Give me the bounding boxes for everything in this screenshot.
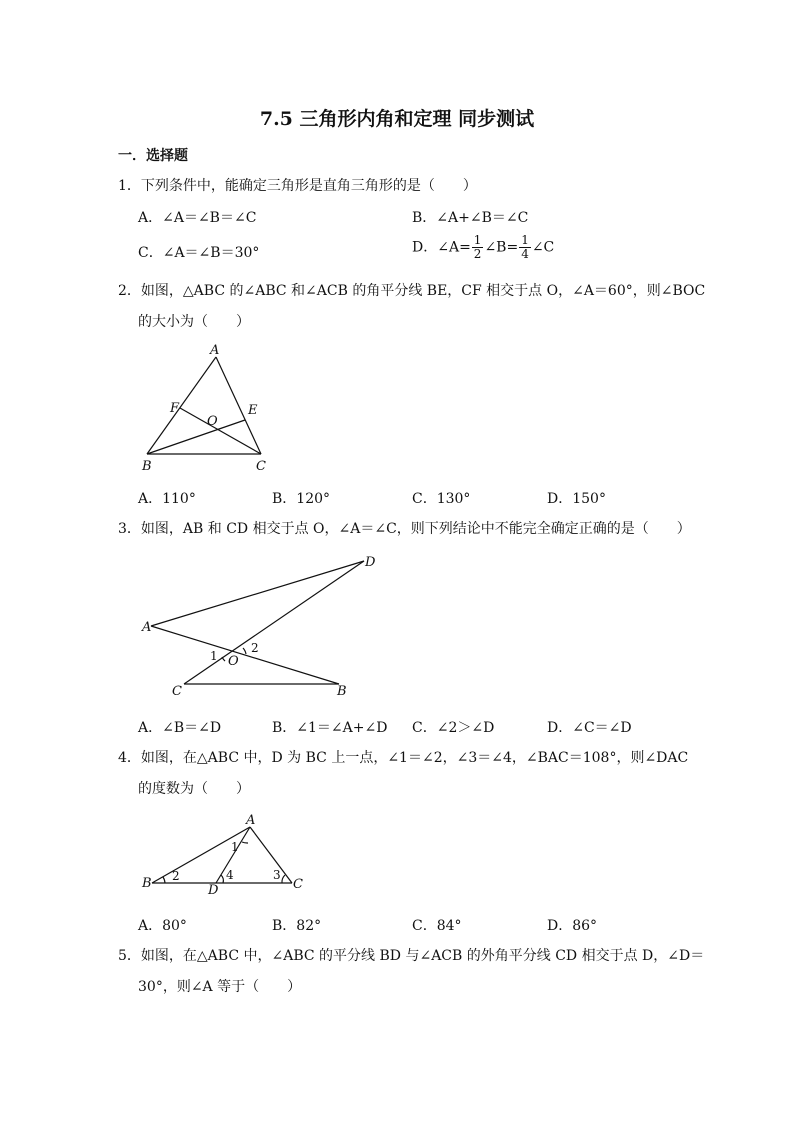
question-2-stem-line1: 2．如图，△ABC 的∠ABC 和∠ACB 的角平分线 BE，CF 相交于点 O，∠A＝60°，则∠BOC xyxy=(118,283,706,299)
angle-label-1: 1 xyxy=(210,649,218,663)
question-1-option-b: B．∠A+∠B＝∠C xyxy=(412,210,529,226)
question-1-option-c: C．∠A＝∠B＝30° xyxy=(138,245,260,261)
question-2-figure xyxy=(130,340,290,478)
question-2-option-a: A．110° xyxy=(138,491,196,507)
section-heading: 一．选择题 xyxy=(118,148,188,164)
label-a: A xyxy=(142,620,152,635)
question-1-option-d xyxy=(412,234,554,261)
fraction-numerator: 1 xyxy=(473,233,482,247)
option-d-middle: ∠B= xyxy=(484,239,519,256)
angle-arc-2 xyxy=(243,648,246,654)
fraction-numerator: 1 xyxy=(521,233,529,247)
question-4-option-c: C．84° xyxy=(412,918,462,934)
label-d: D xyxy=(208,883,219,898)
angle-label-3: 3 xyxy=(273,868,281,882)
question-2-stem-line2: 的大小为（ ） xyxy=(138,314,250,330)
question-2-option-d: D．150° xyxy=(547,491,606,507)
question-4-stem-line2: 的度数为（ ） xyxy=(138,781,250,797)
label-a: A xyxy=(246,813,256,828)
question-4-stem-line1: 4．如图，在△ABC 中，D 为 BC 上一点，∠1＝∠2，∠3＝∠4，∠BAC＝108°，则∠DAC xyxy=(118,750,689,766)
question-3-option-c: C．∠2＞∠D xyxy=(412,720,495,736)
question-3-option-b: B．∠1＝∠A+∠D xyxy=(272,720,388,736)
angle-arc-1 xyxy=(242,842,248,843)
page-title: 7.5 三角形内角和定理 同步测试 xyxy=(259,108,535,130)
triangle-side-ac xyxy=(250,827,292,883)
label-o: O xyxy=(228,654,239,669)
option-d-prefix: D．∠A= xyxy=(412,239,471,256)
question-3-option-a: A．∠B＝∠D xyxy=(138,720,222,736)
question-5-stem-line1: 5．如图，在△ABC 中，∠ABC 的平分线 BD 与∠ACB 的外角平分线 CD 相交于点 D，∠D＝ xyxy=(118,948,705,964)
question-4-option-a: A．80° xyxy=(138,918,187,934)
triangle-side-ab xyxy=(147,357,216,454)
label-d: D xyxy=(365,555,376,570)
angle-label-4: 4 xyxy=(226,868,234,882)
question-4-option-d: D．86° xyxy=(547,918,598,934)
label-a: A xyxy=(210,343,220,358)
segment-dc xyxy=(184,561,364,684)
option-d-suffix: ∠C xyxy=(531,239,555,256)
angle-label-2: 2 xyxy=(251,641,259,655)
label-e: E xyxy=(248,403,258,418)
question-4-figure xyxy=(130,812,320,898)
angle-arc-2 xyxy=(163,877,165,883)
question-3-figure xyxy=(130,550,390,702)
fraction-one-half xyxy=(472,234,484,261)
segment-ab xyxy=(151,626,339,684)
question-1-stem: 1．下列条件中，能确定三角形是直角三角形的是（ ） xyxy=(118,178,477,194)
label-f: F xyxy=(170,401,180,416)
angle-arc-4 xyxy=(221,875,223,883)
question-1-option-a: A．∠A＝∠B＝∠C xyxy=(138,210,257,226)
angle-label-1: 1 xyxy=(231,840,239,854)
fraction-one-quarter xyxy=(519,234,531,261)
label-o: O xyxy=(207,414,218,429)
label-b: B xyxy=(142,459,152,474)
segment-ad xyxy=(151,561,364,626)
label-b: B xyxy=(337,684,347,699)
triangle-side-ab xyxy=(152,827,250,883)
angle-label-2: 2 xyxy=(172,869,180,883)
label-c: C xyxy=(293,877,303,892)
fraction-denominator: 4 xyxy=(521,247,529,261)
question-5-stem-line2: 30°，则∠A 等于（ ） xyxy=(138,979,302,995)
label-c: C xyxy=(172,684,182,699)
question-3-option-d: D．∠C＝∠D xyxy=(547,720,632,736)
label-c: C xyxy=(256,459,266,474)
question-3-stem: 3．如图，AB 和 CD 相交于点 O，∠A＝∠C，则下列结论中不能完全确定正确的是（ ） xyxy=(118,521,691,537)
question-2-option-c: C．130° xyxy=(412,491,471,507)
label-b: B xyxy=(142,876,152,891)
question-2-option-b: B．120° xyxy=(272,491,331,507)
question-4-option-b: B．82° xyxy=(272,918,322,934)
fraction-denominator: 2 xyxy=(473,247,482,261)
angle-arc-3 xyxy=(282,875,285,883)
